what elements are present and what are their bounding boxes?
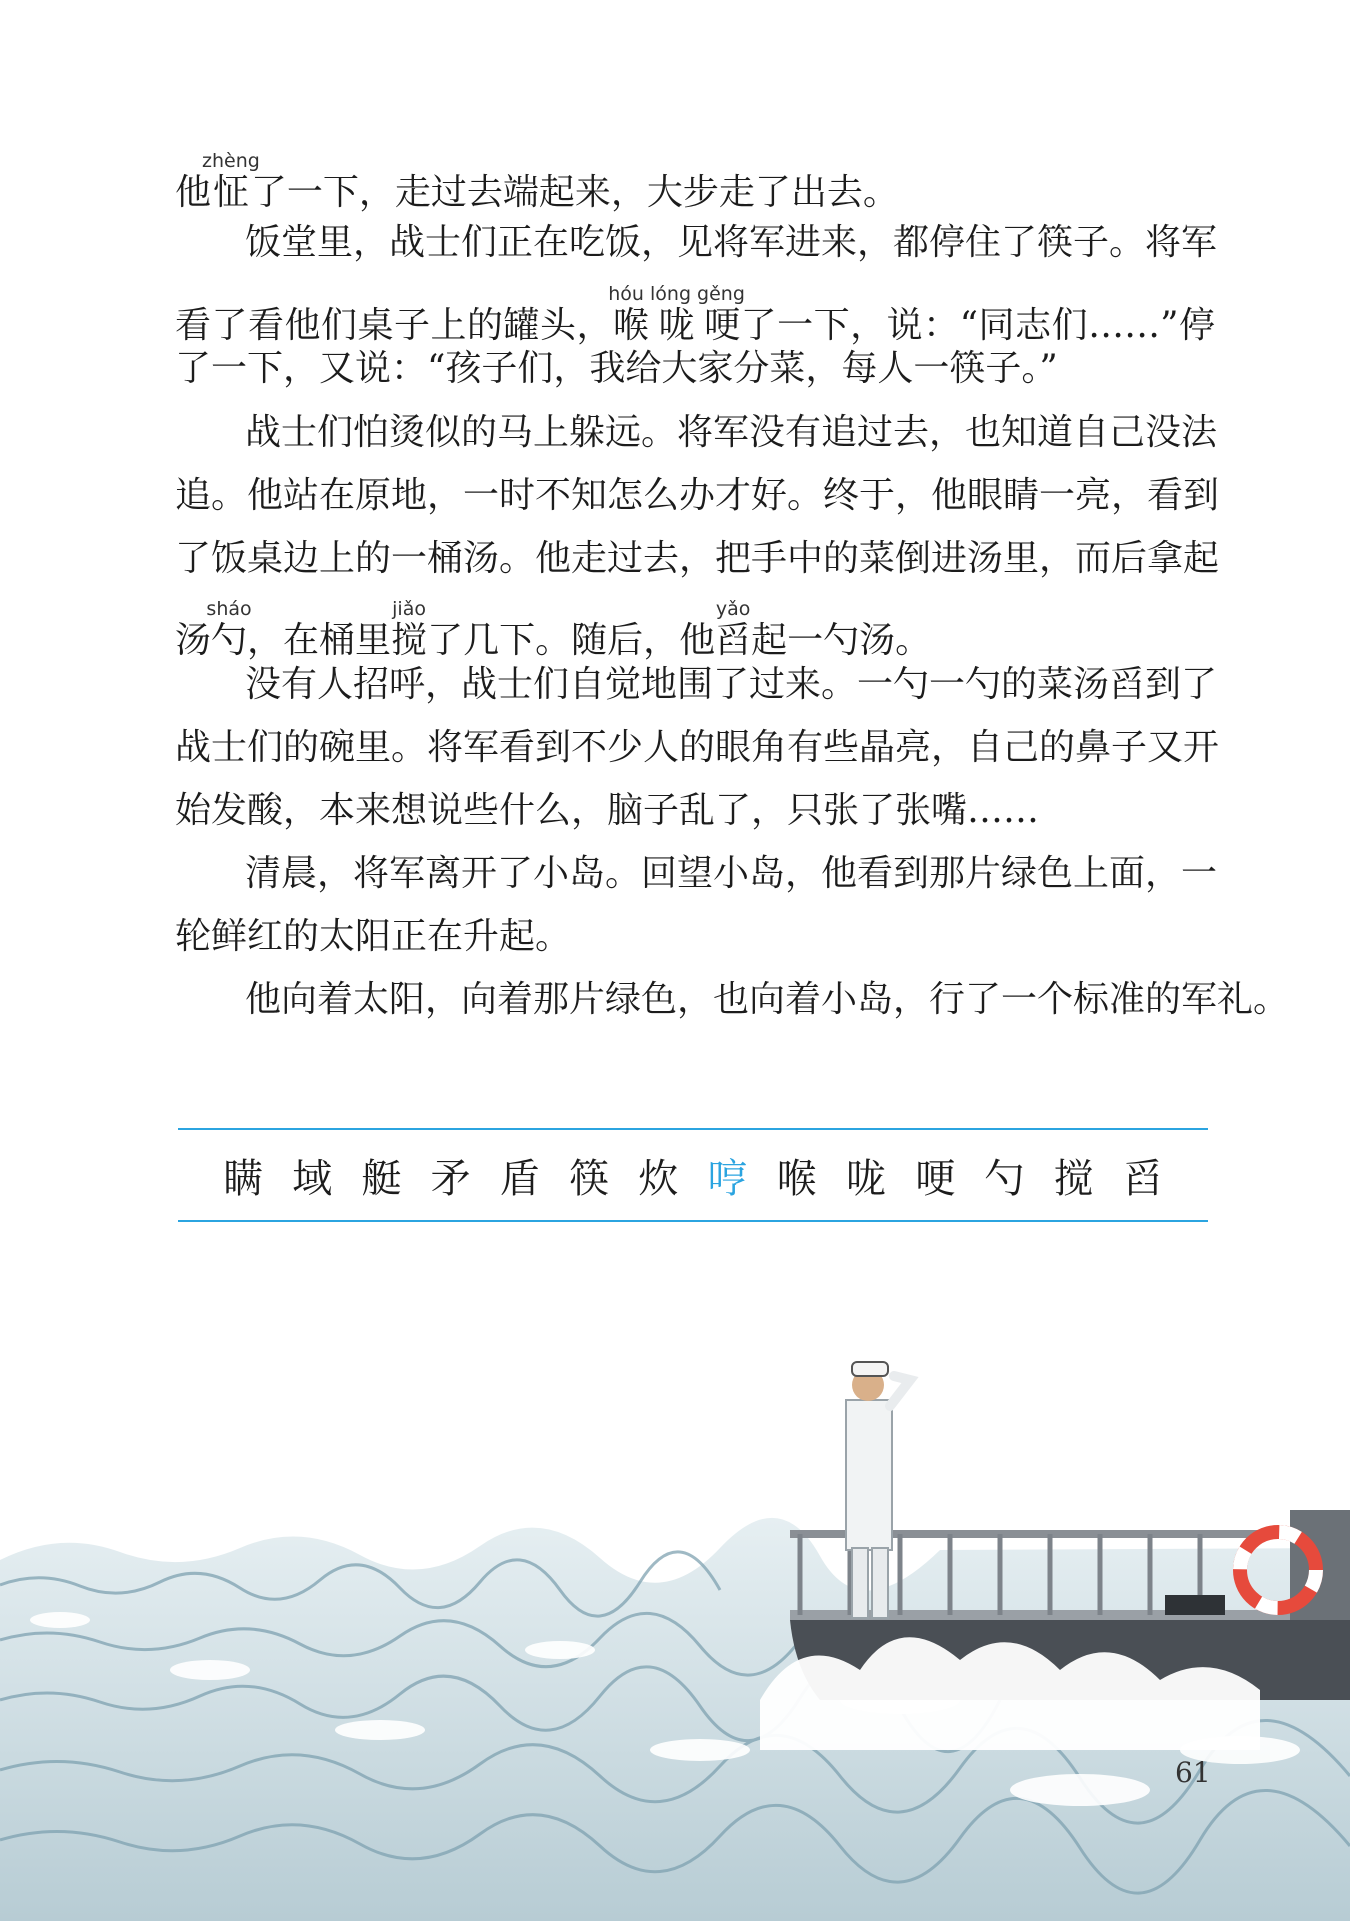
pinyin-annotation: jiǎo [391,598,428,620]
text-line: 看了看他们桌子上的罐头，喉咙哽hóu lóng gěng了一下，说：“同志们……”停 [175,283,1215,346]
text-line: 战士们怕烫似的马上躲远。将军没有追过去，也知道自己没法 [245,412,1218,453]
text-segment: 他 [175,172,212,213]
text-line: 了饭桌边上的一桶汤。他走过去，把手中的菜倒进汤里，而后拿起 [175,538,1220,579]
ruby-word: 舀yǎo [715,598,752,661]
text-line: 轮鲜红的太阳正在升起。 [175,916,572,957]
character-item: 喉 [776,1155,817,1202]
character-item: 筷 [569,1155,610,1202]
ship-sea-illustration [0,1230,1350,1921]
character-item: 瞒 [223,1155,263,1202]
character-item: 域 [292,1155,333,1202]
pinyin-annotation: zhèng [202,150,260,172]
character-item: 咙 [845,1155,886,1202]
text-line [175,150,1215,213]
character-item: 哼 [707,1155,748,1202]
character-list [178,1130,1208,1220]
character-item: 盾 [499,1155,540,1202]
text-line: 没有人招呼，战士们自觉地围了过来。一勺一勺的菜汤舀到了 [245,664,1218,705]
character-item: 勺 [984,1155,1025,1202]
text-line: 了一下，又说：“孩子们，我给大家分菜，每人一筷子。” [175,348,1058,389]
text-line: 始发酸，本来想说些什么，脑子乱了，只张了张嘴…… [175,790,1040,831]
ruby-word: 喉咙哽hóu lóng gěng [608,283,745,346]
ruby-word: 勺sháo [206,598,252,661]
character-item: 舀 [1122,1155,1163,1202]
page-number: 61 [1175,1756,1211,1789]
text-line: 他向着太阳，向着那片绿色，也向着小岛，行了一个标准的军礼。 [245,979,1290,1020]
pinyin-annotation: yǎo [715,598,752,620]
pinyin-annotation: hóu lóng gěng [608,283,745,305]
character-item: 艇 [361,1155,402,1202]
text-line: 清晨，将军离开了小岛。回望小岛，他看到那片绿色上面，一 [245,853,1218,894]
character-item: 炊 [638,1155,679,1202]
character-item: 搅 [1053,1155,1094,1202]
text-line: 饭堂里，战士们正在吃饭，见将军进来，都停住了筷子。将军 [245,222,1218,263]
text-segment: 了一下，走过去端起来，大步走了出去。 [250,172,899,213]
text-line: 汤勺sháo，在桶里搅jiǎo了几下。随后，他舀yǎo起一勺汤。 [175,598,932,661]
character-item: 矛 [430,1155,471,1202]
text-line: 战士们的碗里。将军看到不少人的眼角有些晶亮，自己的鼻子又开 [175,727,1220,768]
new-characters-bar [178,1128,1208,1222]
ruby-word: 搅jiǎo [391,598,428,661]
pinyin-annotation: sháo [206,598,252,620]
text-line: 追。他站在原地，一时不知怎么办才好。终于，他眼睛一亮，看到 [175,475,1220,516]
ruby-word: 怔zhèng [202,150,260,213]
character-item: 哽 [915,1155,956,1202]
